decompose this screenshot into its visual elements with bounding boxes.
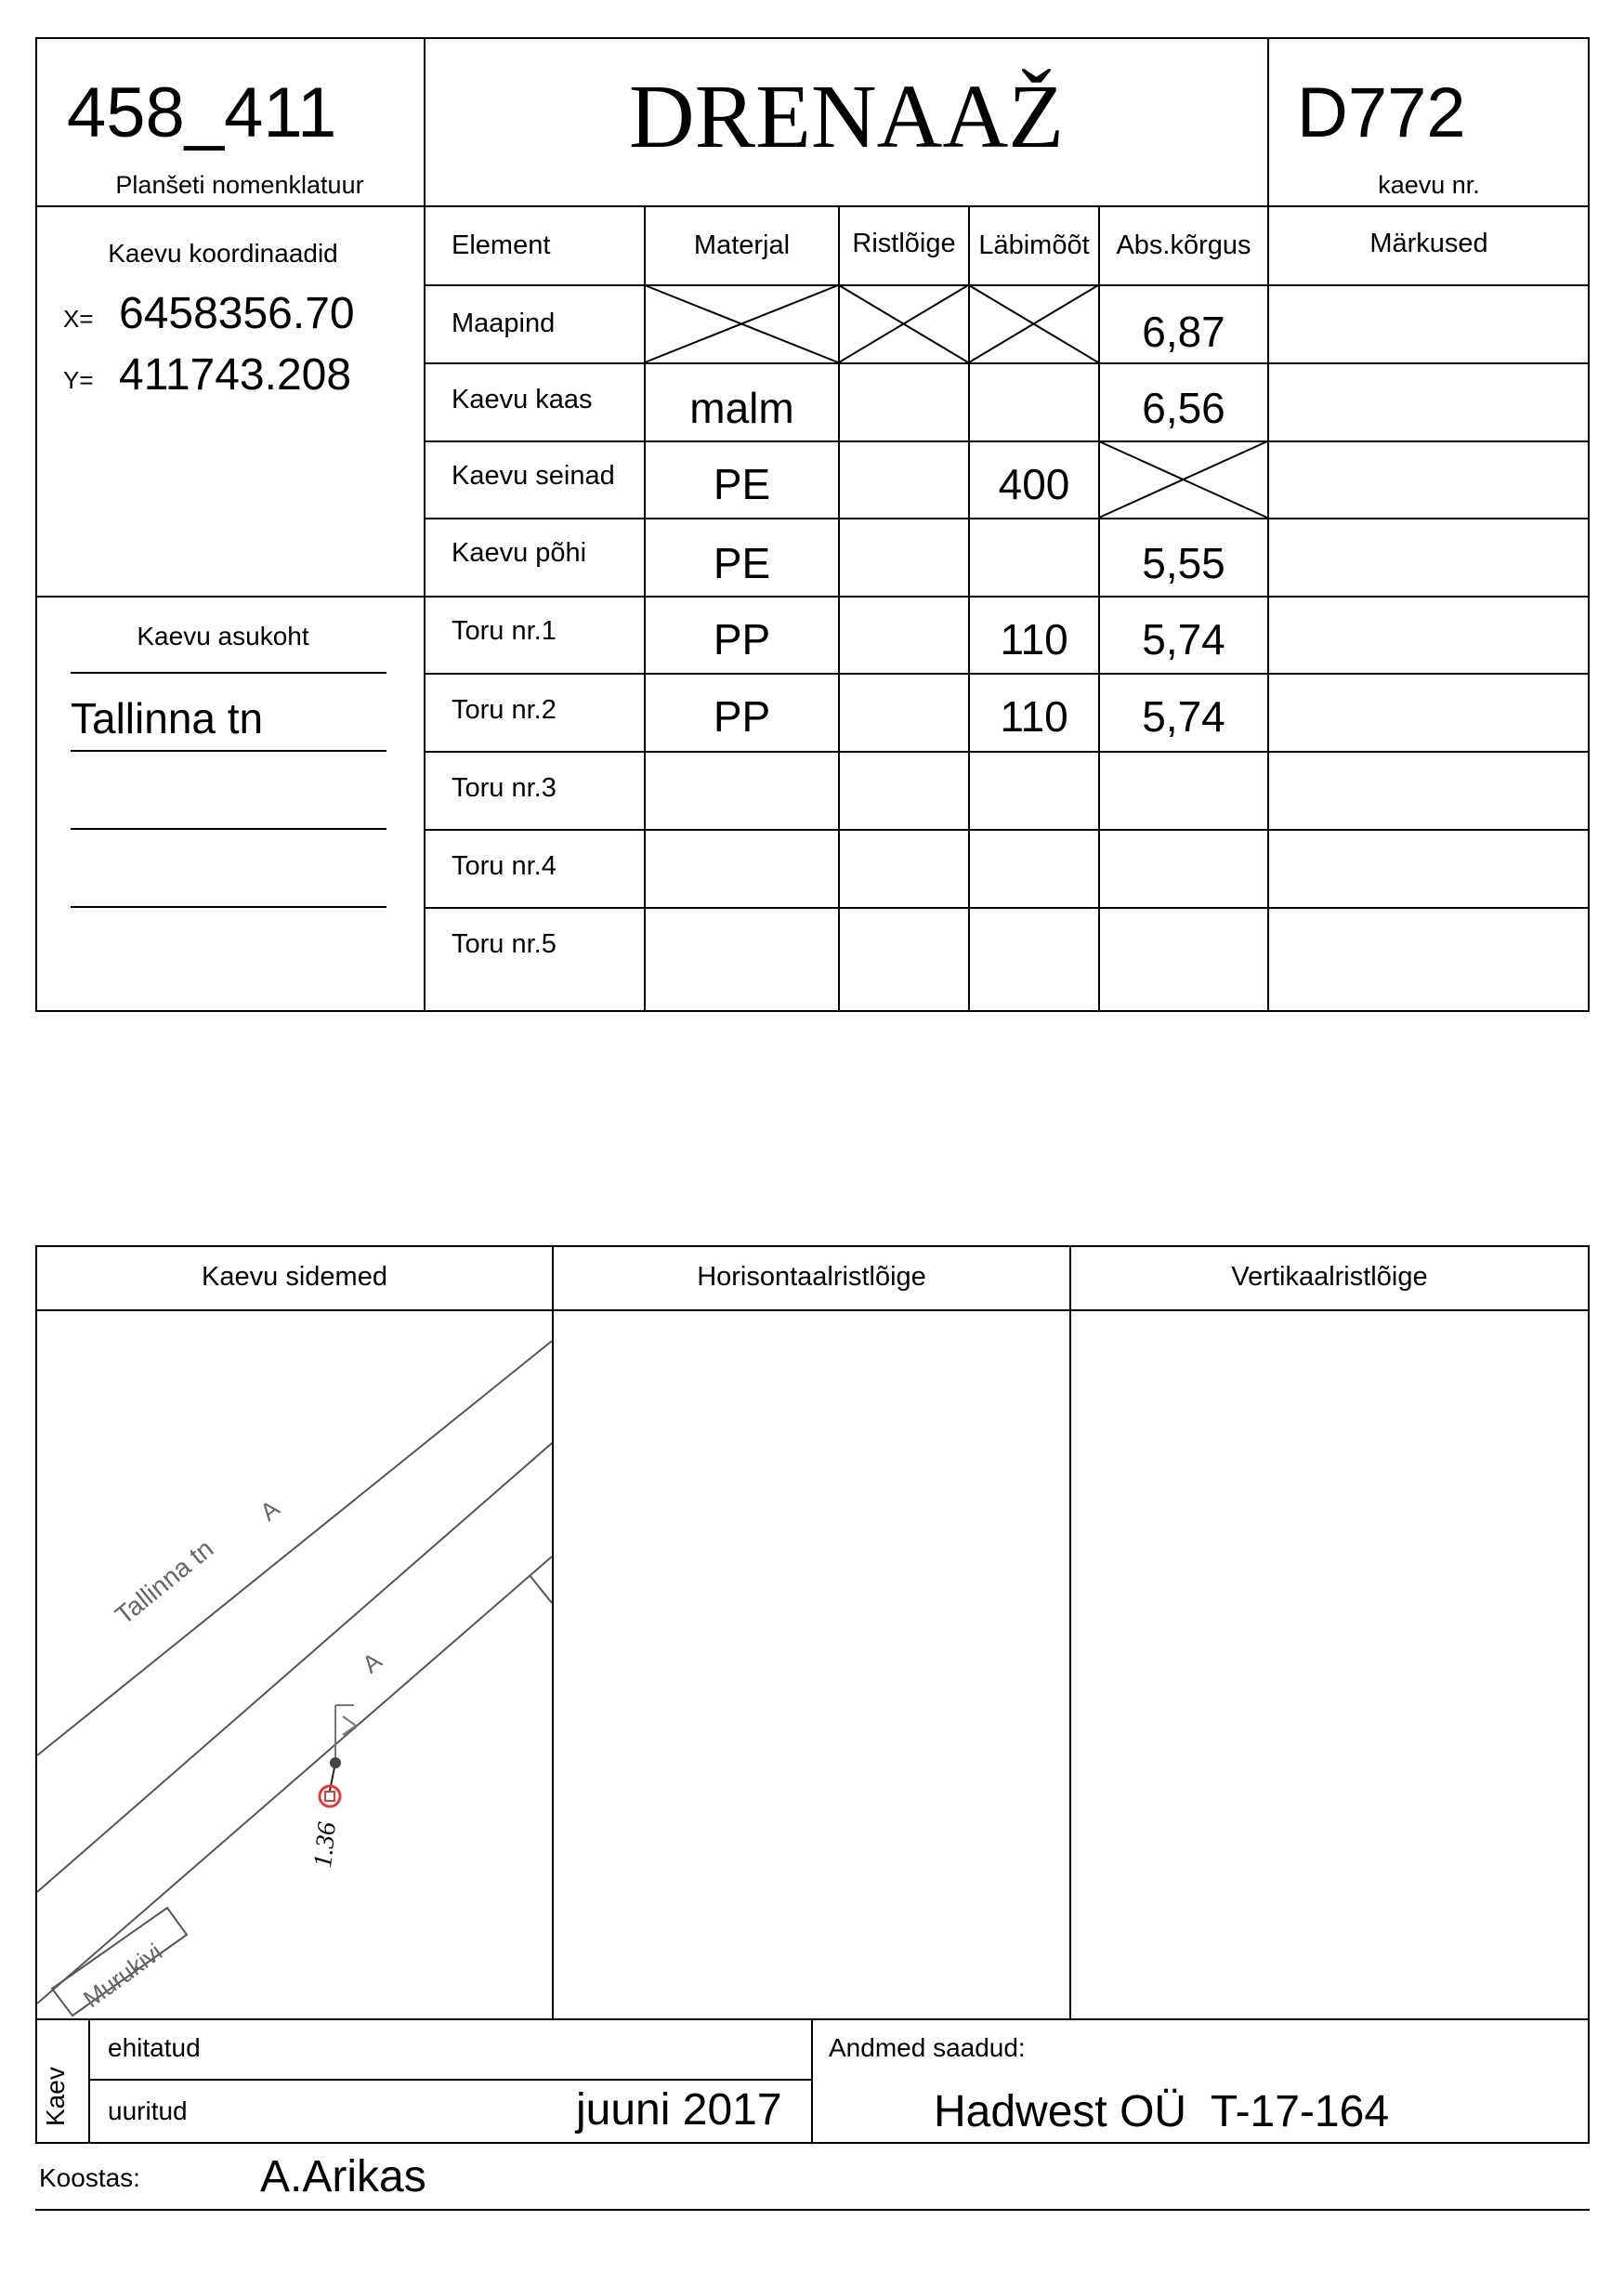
row-element: Toru nr.5 — [452, 929, 557, 959]
road-edge — [37, 1341, 552, 1755]
row-element: Toru nr.3 — [452, 773, 557, 803]
built-label: ehitatud — [108, 2033, 201, 2062]
author-value: A.Arikas — [260, 2152, 426, 2201]
row-element: Kaevu kaas — [452, 385, 593, 414]
well-symbol-inner — [325, 1792, 334, 1801]
table-row — [426, 442, 1587, 518]
row-material: PE — [713, 539, 771, 587]
row-material: PE — [713, 460, 771, 508]
nomenclature-label: Planšeti nomenklatuur — [115, 171, 364, 199]
x-coordinate-label: X= — [63, 305, 94, 333]
y-coordinate-value: 411743.208 — [119, 350, 352, 400]
survey-point — [330, 1757, 341, 1768]
sketch-marker-a: A — [357, 1646, 387, 1679]
sketch-distance-label: 1.36 — [308, 1820, 342, 1870]
sketch-marker-a: A — [255, 1493, 285, 1527]
x-coordinate-value: 6458356.70 — [119, 289, 355, 338]
table-row — [426, 286, 1587, 362]
table-row — [426, 364, 1587, 440]
measured-label: uuritud — [108, 2096, 188, 2125]
row-element: Kaevu seinad — [452, 461, 615, 491]
row-diameter: 110 — [1000, 692, 1068, 741]
row-element: Maapind — [452, 309, 556, 338]
section-header-horizontal: Horisontaalristlõige — [697, 1262, 926, 1292]
nomenclature-value: 458_411 — [67, 73, 337, 152]
row-material: malm — [689, 384, 794, 432]
sketch-curb-label: Murukivi — [78, 1938, 167, 2014]
coordinates-label: Kaevu koordinaadid — [108, 239, 338, 268]
row-elevation: 5,55 — [1142, 539, 1225, 587]
table-row — [426, 598, 1587, 673]
author-label: Koostas: — [39, 2163, 140, 2192]
table-row — [426, 831, 1587, 907]
row-elevation: 5,74 — [1142, 692, 1225, 741]
row-elevation: 6,56 — [1142, 384, 1225, 432]
well-number-label: kaevu nr. — [1378, 171, 1480, 199]
row-element: Toru nr.1 — [452, 616, 557, 646]
source-value: Hadwest OÜ T-17-164 — [934, 2087, 1390, 2136]
row-element: Kaevu põhi — [452, 538, 587, 568]
column-header-diameter: Läbimõõt — [978, 230, 1090, 260]
source-label: Andmed saadud: — [829, 2033, 1026, 2062]
row-diameter: 110 — [1000, 615, 1068, 664]
column-header-cross-section: Ristlõige — [852, 229, 956, 258]
road-edge — [37, 1443, 552, 1892]
location-line-1: Tallinna tn — [71, 694, 264, 742]
document-title: DRENAAŽ — [628, 67, 1065, 167]
column-header-material: Materjal — [693, 230, 791, 260]
row-elevation: 5,74 — [1142, 615, 1225, 664]
sketch-street-label: Tallinna tn — [110, 1533, 219, 1631]
location-label: Kaevu asukoht — [137, 622, 309, 650]
row-elevation: 6,87 — [1142, 308, 1225, 356]
section-header-ties: Kaevu sidemed — [202, 1262, 387, 1292]
boundary-tick — [530, 1575, 552, 1603]
well-number: D772 — [1297, 73, 1466, 152]
column-header-element: Element — [452, 230, 551, 260]
section-header-vertical: Vertikaalristlõige — [1231, 1262, 1428, 1292]
well-passport-block — [0, 0, 1624, 1022]
table-row — [426, 519, 1587, 596]
table-row — [426, 909, 1587, 1010]
table-row — [426, 675, 1587, 751]
table-row — [426, 753, 1587, 829]
row-material: PP — [713, 692, 771, 741]
curb-line — [37, 1557, 552, 2004]
y-coordinate-label: Y= — [63, 366, 94, 394]
row-element: Toru nr.2 — [452, 695, 557, 725]
row-element: Toru nr.4 — [452, 851, 557, 881]
column-header-elevation: Abs.kõrgus — [1116, 230, 1251, 260]
footer-side-label: Kaev — [41, 2067, 70, 2126]
column-header-notes: Märkused — [1369, 229, 1488, 258]
sections-block — [0, 1208, 1624, 2273]
row-diameter: 400 — [998, 460, 1070, 508]
measured-value: juuni 2017 — [576, 2085, 782, 2135]
row-material: PP — [713, 615, 771, 664]
